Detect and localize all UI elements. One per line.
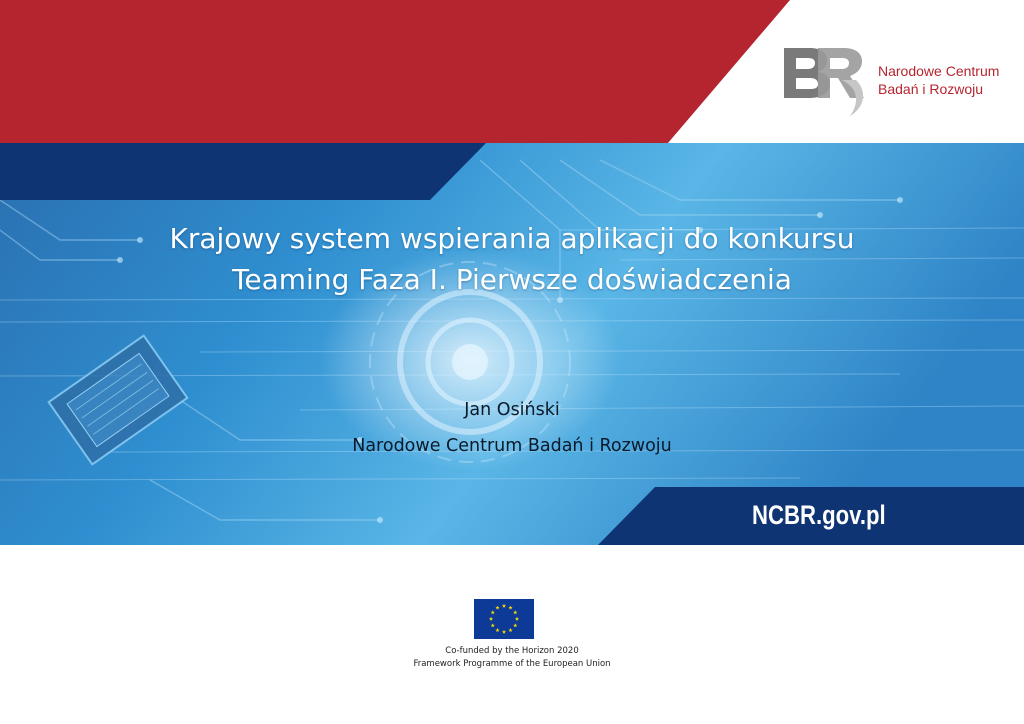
ncbr-logo-icon	[780, 40, 876, 120]
eu-caption-line1: Co-funded by the Horizon 2020	[445, 646, 579, 656]
slide-title-line2: Teaming Faza I. Pierwsze doświadczenia	[232, 263, 792, 296]
eu-flag-icon	[474, 599, 534, 639]
ncbr-logo[interactable]	[780, 40, 1010, 120]
logo-org-line1: Narodowe Centrum	[878, 63, 1000, 79]
presenter-block	[140, 392, 884, 464]
eu-caption-line2: Framework Programme of the European Union	[413, 659, 611, 669]
eu-funding-caption	[312, 645, 712, 671]
website-link[interactable]: NCBR.gov.pl	[752, 500, 886, 530]
logo-org-name	[878, 62, 999, 98]
slide-title	[60, 218, 964, 300]
logo-org-line2: Badań i Rozwoju	[878, 81, 984, 97]
slide-title-line1: Krajowy system wspierania aplikacji do konkursu	[169, 222, 855, 255]
presenter-name: Jan Osiński	[464, 400, 560, 420]
presenter-organization: Narodowe Centrum Badań i Rozwoju	[352, 436, 672, 456]
